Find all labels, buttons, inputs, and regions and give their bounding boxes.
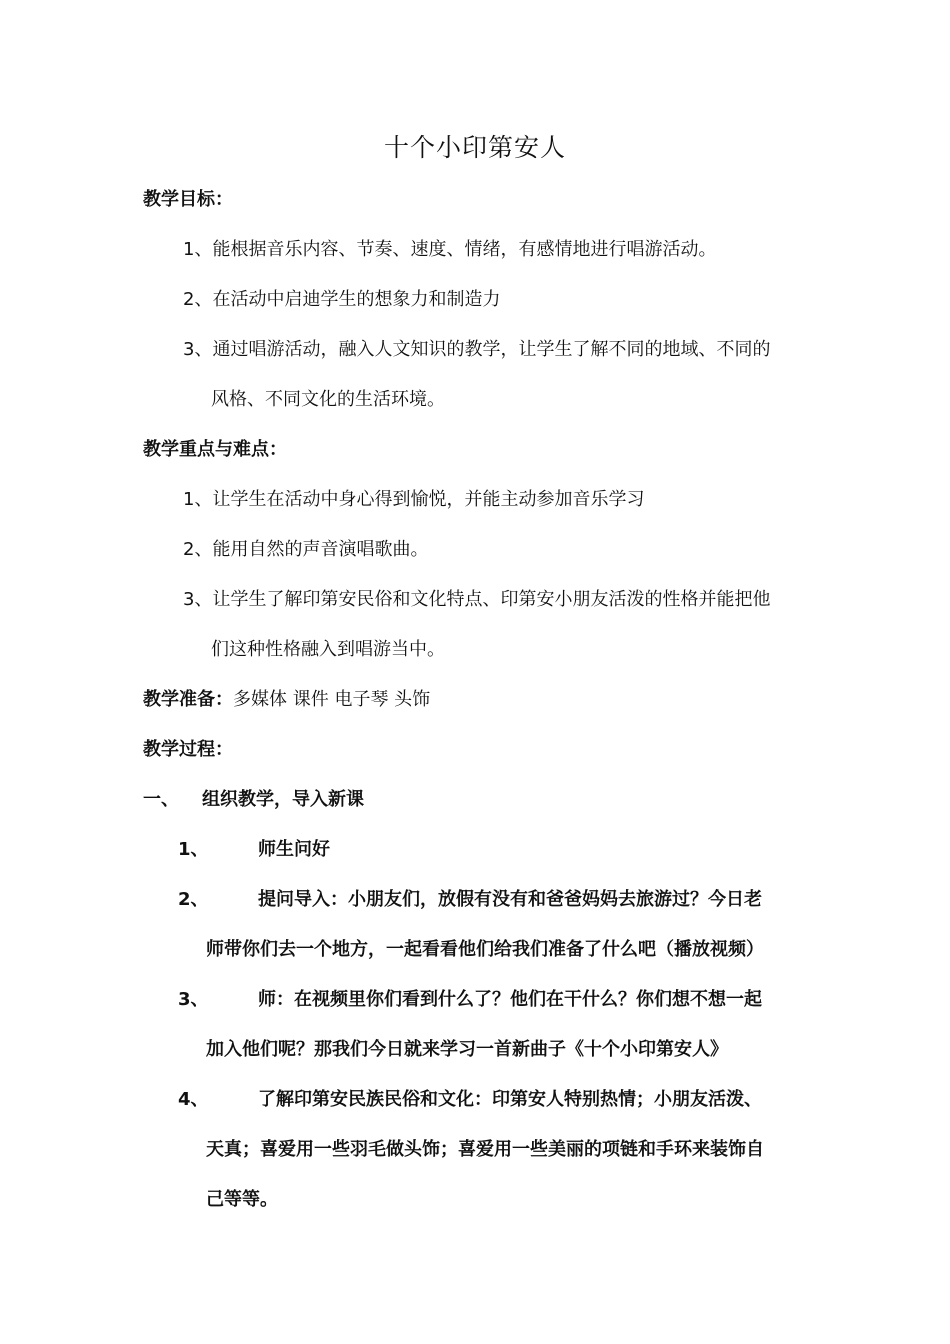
- step-1-text: 师生问好: [258, 839, 330, 860]
- objective-item-3-continued: 风格、不同文化的生活环境。: [211, 389, 445, 410]
- objective-item-2: 2、在活动中启迪学生的想象力和制造力: [183, 289, 501, 310]
- step-2-number: 2、: [178, 889, 209, 910]
- step-3-number: 3、: [178, 989, 209, 1010]
- step-4-text: 了解印第安民族民俗和文化：印第安人特别热情；小朋友活泼、: [258, 1089, 762, 1110]
- step-1-number: 1、: [178, 839, 209, 860]
- step-2-continued: 师带你们去一个地方，一起看看他们给我们准备了什么吧（播放视频）: [206, 939, 764, 960]
- step-4-continued-1: 天真；喜爱用一些羽毛做头饰；喜爱用一些美丽的项链和手环来装饰自: [206, 1139, 764, 1160]
- step-2-text: 提问导入：小朋友们，放假有没有和爸爸妈妈去旅游过？今日老: [258, 889, 762, 910]
- preparation-heading: 教学准备：: [143, 689, 233, 710]
- key-point-item-3: 3、让学生了解印第安民俗和文化特点、印第安小朋友活泼的性格并能把他: [183, 589, 771, 610]
- section-1-number: 一、: [143, 789, 179, 810]
- step-3-continued: 加入他们呢？那我们今日就来学习一首新曲子《十个小印第安人》: [206, 1039, 728, 1060]
- step-3-text: 师：在视频里你们看到什么了？他们在干什么？你们想不想一起: [258, 989, 762, 1010]
- objective-item-3: 3、通过唱游活动，融入人文知识的教学，让学生了解不同的地域、不同的: [183, 339, 771, 360]
- key-point-item-3-continued: 们这种性格融入到唱游当中。: [211, 639, 445, 660]
- document-title: 十个小印第安人: [383, 133, 566, 162]
- objective-item-1: 1、能根据音乐内容、节奏、速度、情绪，有感情地进行唱游活动。: [183, 239, 717, 260]
- preparation-text: 多媒体 课件 电子琴 头饰: [233, 689, 431, 710]
- step-4-continued-2: 己等等。: [206, 1189, 278, 1210]
- preparation-line: [143, 686, 430, 714]
- key-point-item-1: 1、让学生在活动中身心得到愉悦，并能主动参加音乐学习: [183, 489, 645, 510]
- objectives-heading: 教学目标：: [143, 189, 233, 210]
- key-point-item-2: 2、能用自然的声音演唱歌曲。: [183, 539, 429, 560]
- section-1-title: 组织教学，导入新课: [202, 789, 364, 810]
- step-4-number: 4、: [178, 1089, 209, 1110]
- key-points-heading: 教学重点与难点：: [143, 439, 287, 460]
- process-heading: 教学过程：: [143, 739, 233, 760]
